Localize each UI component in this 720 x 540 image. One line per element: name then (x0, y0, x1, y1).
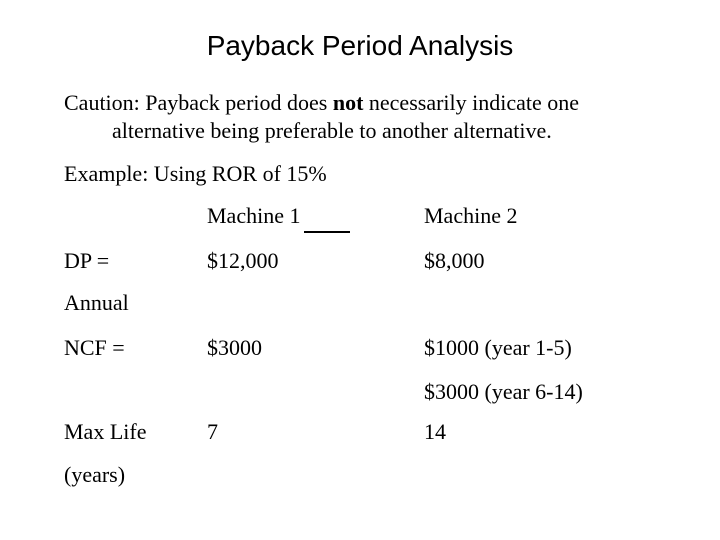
caution-line-1 (64, 92, 579, 114)
cell-max-life-machine-2: 14 (424, 419, 446, 444)
row-label-annual: Annual (64, 290, 129, 315)
caution-prefix: Caution: Payback period does (64, 90, 333, 115)
row-label-max-life: Max Life (64, 419, 147, 444)
column-header-machine-2: Machine 2 (424, 203, 518, 228)
cell-ncf-machine-2-late: $3000 (year 6-14) (424, 379, 583, 404)
cell-dp-machine-2: $8,000 (424, 248, 485, 273)
cell-dp-machine-1: $12,000 (207, 248, 279, 273)
row-label-ncf: NCF = (64, 335, 125, 360)
caution-suffix: necessarily indicate one (363, 90, 580, 115)
cell-max-life-machine-1: 7 (207, 419, 218, 444)
row-label-years: (years) (64, 462, 126, 487)
column-header-machine-1: Machine 1 (207, 203, 301, 228)
row-label-dp: DP = (64, 248, 110, 273)
example-line: Example: Using ROR of 15% (64, 161, 327, 186)
cell-ncf-machine-2-early: $1000 (year 1-5) (424, 335, 572, 360)
caution-line-2: alternative being preferable to another alternative. (112, 118, 552, 143)
column-header-underline (304, 231, 350, 233)
cell-ncf-machine-1: $3000 (207, 335, 262, 360)
slide-title: Payback Period Analysis (206, 30, 514, 61)
caution-emphasis: not (332, 90, 364, 115)
